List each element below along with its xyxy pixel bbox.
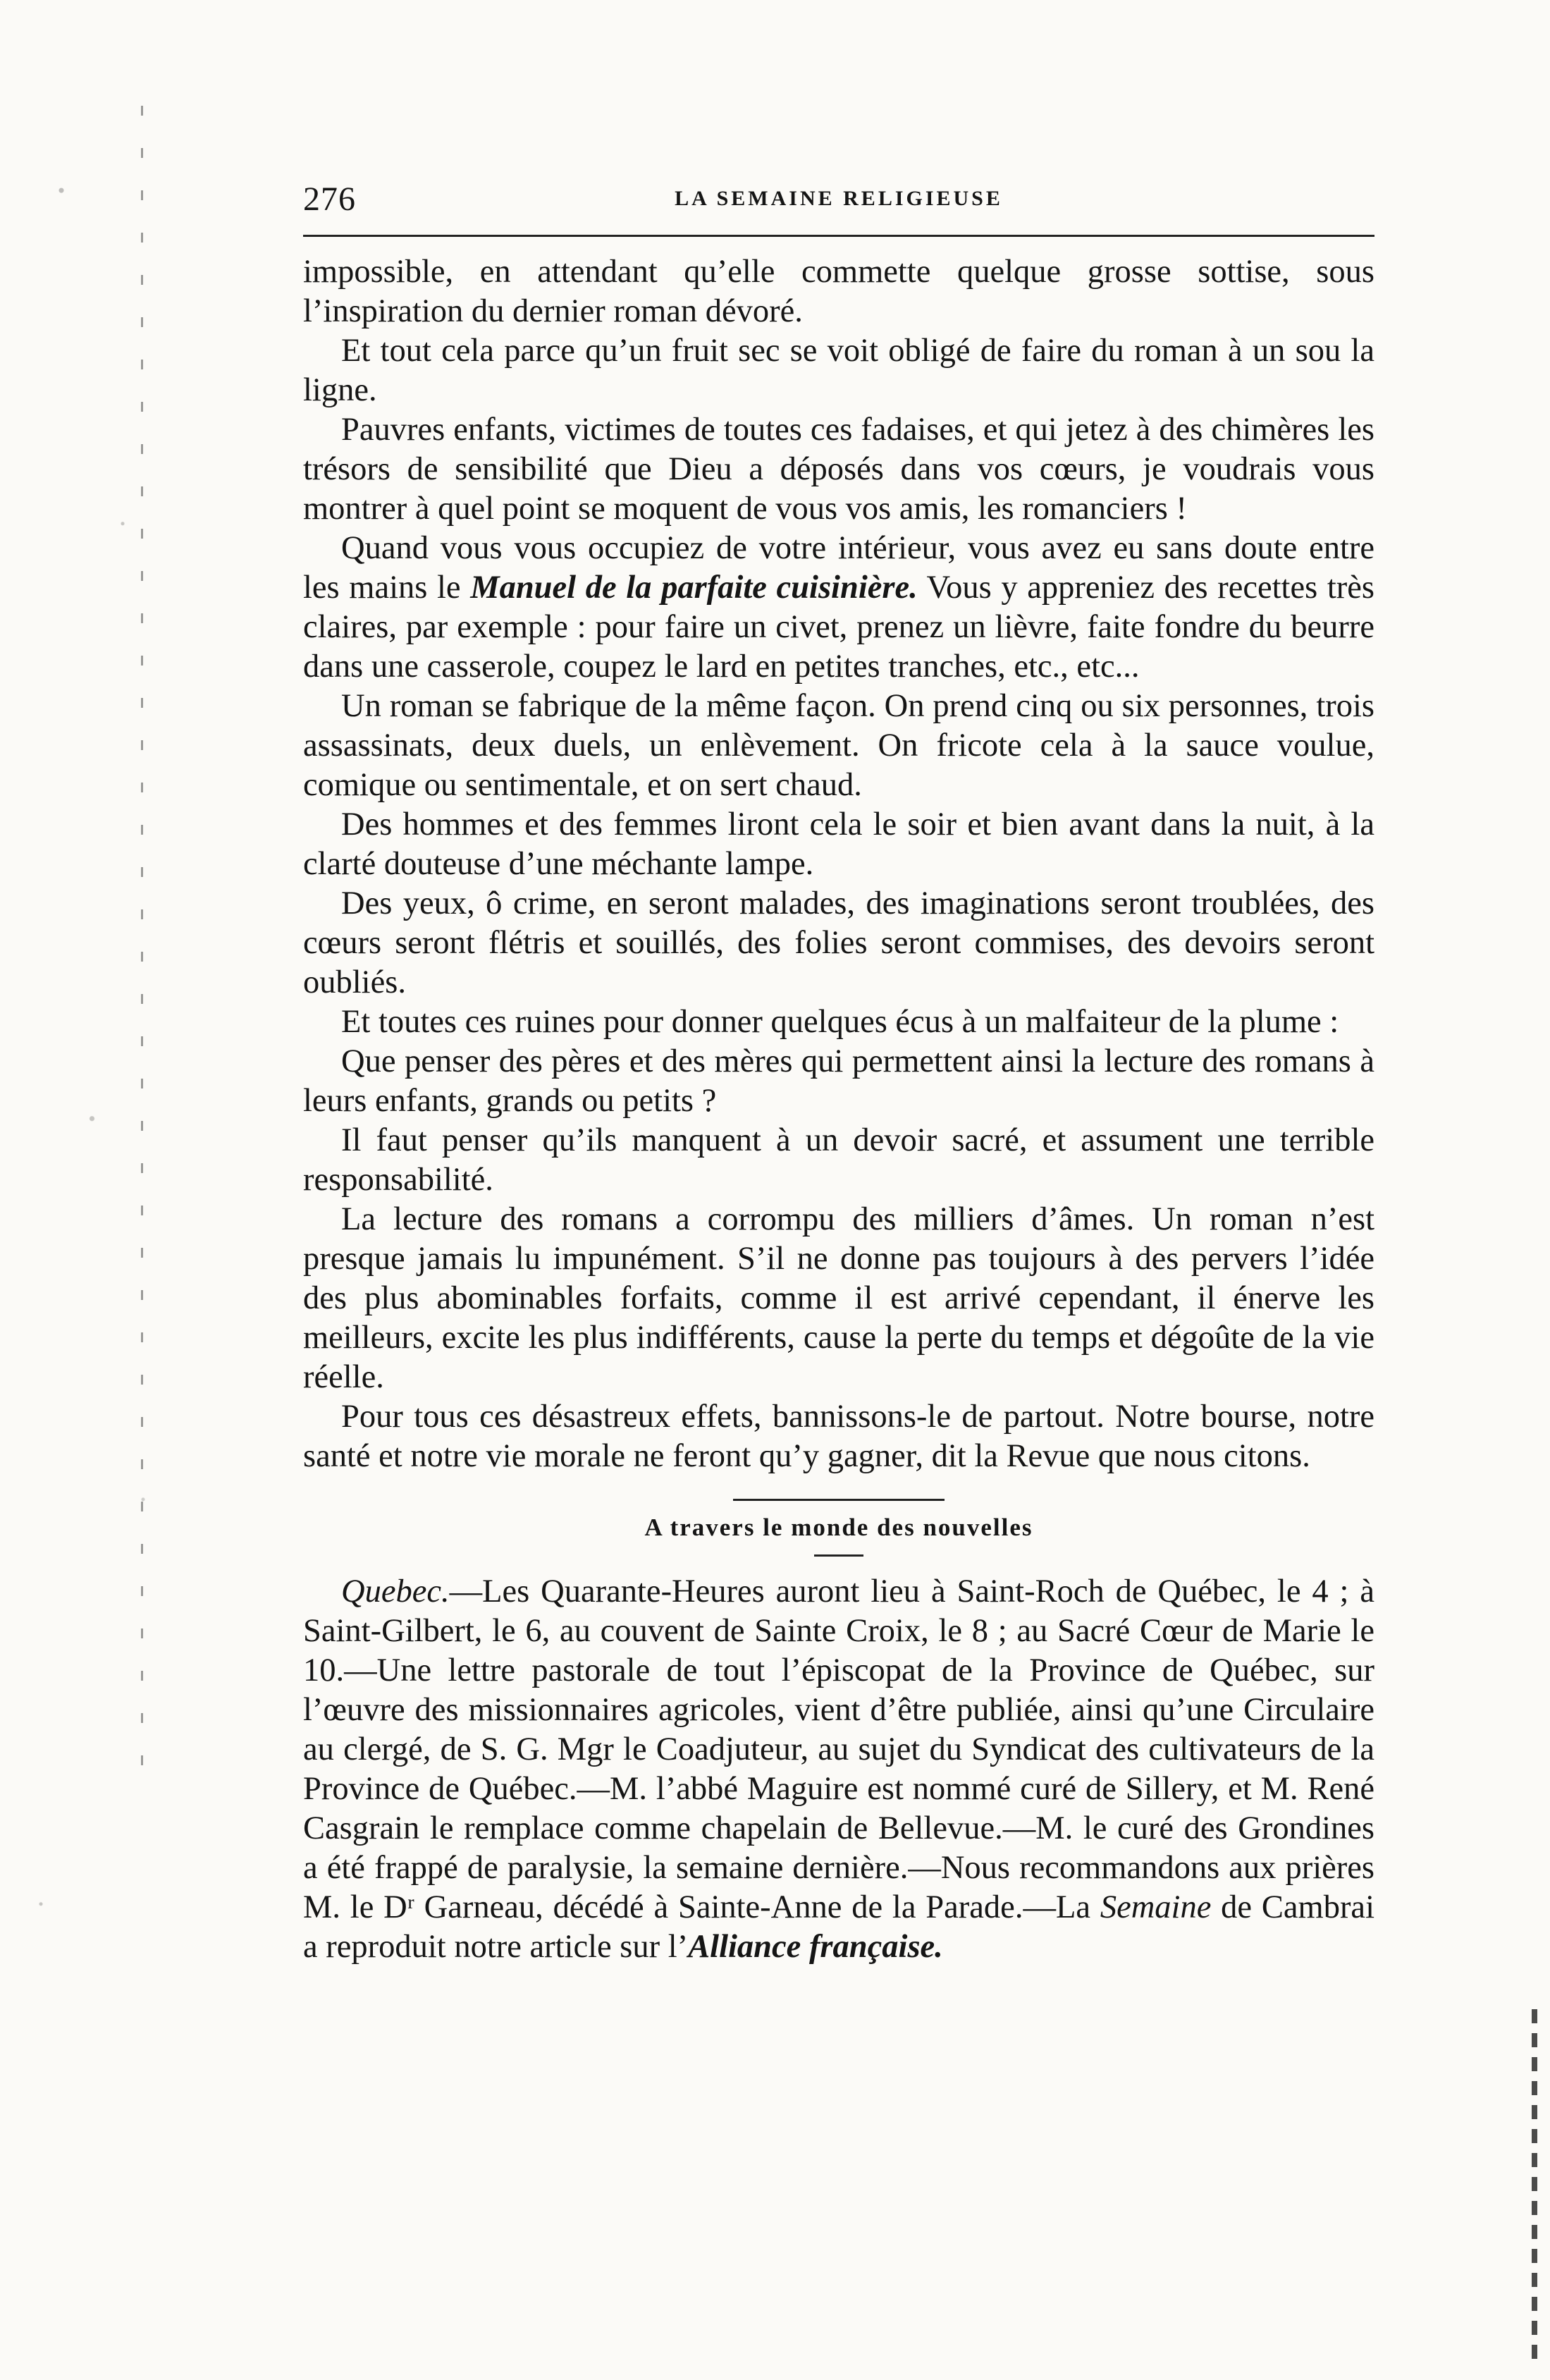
text-run: Quand vous vous occupiez de votre intérieur, vous avez eu sans doute entre les mains le (303, 530, 1374, 606)
running-title: LA SEMAINE RELIGIEUSE (675, 187, 1003, 210)
paragraph-manuel (303, 529, 1374, 687)
page (303, 180, 1374, 1967)
news-section (303, 1572, 1374, 1967)
scan-margin-artifacts (0, 0, 204, 2380)
article-body (303, 252, 1374, 1476)
paragraph: Il faut penser qu’ils manquent à un devoir sacré, et assument une terrible responsabilité. (303, 1122, 1374, 1198)
section-rule-bottom (814, 1554, 863, 1557)
paragraph: La lecture des romans a corrompu des milliers d’âmes. Un roman n’est presque jamais lu impunément. S’il ne donne pas toujours à des pervers l’idée des plus abominables forfaits, comme il est arrivé cependant, il énerve les meilleurs, excite les plus indifférents, cause la perte du temps et dégoûte de la vie réelle. (303, 1201, 1374, 1395)
page-number: 276 (303, 180, 356, 218)
header-rule (303, 235, 1374, 237)
paragraph: Des yeux, ô crime, en seront malades, des imaginations seront troublées, des cœurs seront flétris et souillés, des folies seront commises, des devoirs seront oubliés. (303, 885, 1374, 1000)
news-paragraph (303, 1572, 1374, 1967)
text-run: de Cambrai a reproduit notre article sur l’ (303, 1889, 1374, 1965)
book-title: Manuel de la parfaite cuisinière. (470, 570, 918, 606)
paragraph: Et tout cela parce qu’un fruit sec se voit obligé de faire du roman à un sou la ligne. (303, 333, 1374, 408)
paragraph: Un roman se fabrique de la même façon. On prend cinq ou six personnes, trois assassinats, deux duels, un enlèvement. On fricote cela à la sauce voulue, comique ou sentimentale, et on sert chaud. (303, 688, 1374, 803)
news-place: Quebec. (341, 1574, 450, 1609)
paragraph: Pauvres enfants, victimes de toutes ces fadaises, et qui jetez à des chimères les trésors de sensibilité que Dieu a déposés dans vos cœurs, je voudrais vous montrer à quel point se moquent de vous vos amis, les romanciers ! (303, 412, 1374, 527)
publication-name: Alliance française. (688, 1929, 943, 1965)
text-run: Vous y appreniez des recettes très claires, par exemple : pour faire un civet, prenez un lièvre, faite fondre du beurre dans une casserole, coupez le lard en petites tranches, etc., etc... (303, 570, 1374, 685)
paragraph: Que penser des pères et des mères qui permettent ainsi la lecture des romans à leurs enfants, grands ou petits ? (303, 1043, 1374, 1119)
paragraph: impossible, en attendant qu’elle commette quelque grosse sottise, sous l’inspiration du dernier roman dévoré. (303, 254, 1374, 329)
paragraph: Et toutes ces ruines pour donner quelques écus à un malfaiteur de la plume : (341, 1004, 1339, 1040)
scan-right-edge (1532, 2009, 1537, 2362)
paragraph: Pour tous ces désastreux effets, bannissons-le de partout. Notre bourse, notre santé et notre vie morale ne feront qu’y gagner, dit la Revue que nous citons. (303, 1399, 1374, 1474)
paragraph: Des hommes et des femmes liront cela le soir et bien avant dans la nuit, à la clarté douteuse d’une méchante lampe. (303, 806, 1374, 882)
running-head (303, 180, 1374, 222)
text-run: —Les Quarante-Heures auront lieu à Saint-Roch de Québec, le 4 ; à Saint-Gilbert, le 6, au couvent de Sainte Croix, le 8 ; au Sacré Cœur de Marie le 10.—Une lettre pastorale de tout l’épiscopat de la Province de Québec, sur l’œuvre des missionnaires agricoles, vient d’être publiée, ainsi qu’une Circulaire au clergé, de S. G. Mgr le Coadjuteur, au sujet du Syndicat des cultivateurs de la Province de Québec.—M. l’abbé Maguire est nommé curé de Sillery, et M. René Casgrain le remplace comme chapelain de Bellevue.—M. le curé des Grondines a été frappé de paralysie, la semaine dernière.—Nous recommandons aux prières M. le Dʳ Garneau, décédé à Sainte-Anne de la Parade.—La (303, 1574, 1374, 1925)
section-title: A travers le monde des nouvelles (644, 1514, 1033, 1541)
publication-name: Semaine (1100, 1889, 1212, 1925)
section-rule-top (733, 1499, 945, 1501)
